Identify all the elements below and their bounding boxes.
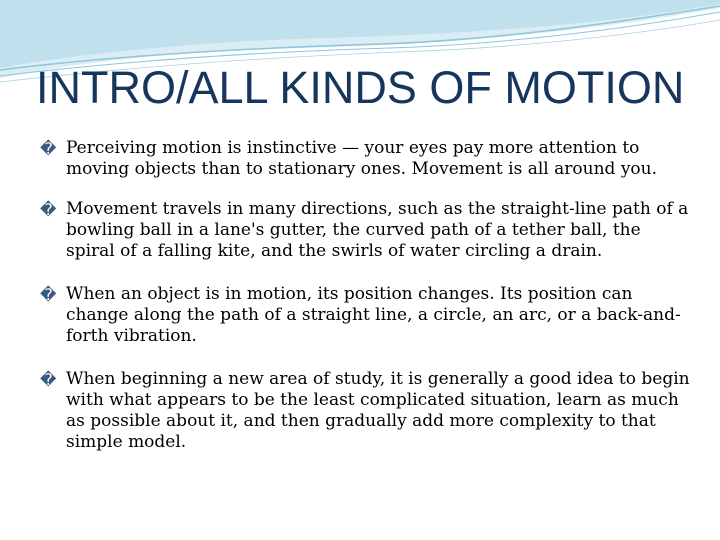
slide-title: INTRO/ALL KINDS OF MOTION <box>36 62 685 113</box>
bullet-text: Perceiving motion is instinctive — your eyes pay more attention to moving objects than to stationary ones. Movement is all around you. <box>66 138 658 179</box>
bullet-marker-icon: � <box>40 200 57 219</box>
bullet-text: When an object is in motion, its position changes. Its position can change along the path of a straight line, a circle, an arc, or a back-and-forth vibration. <box>66 284 681 346</box>
bullet-marker-icon: � <box>40 285 57 304</box>
bullet-marker-icon: � <box>40 370 57 389</box>
bullet-item <box>40 369 690 453</box>
bullet-item <box>40 199 690 262</box>
bullet-marker-icon: � <box>40 139 57 158</box>
bullet-item <box>40 284 690 347</box>
bullet-list <box>40 138 690 453</box>
bullet-text: When beginning a new area of study, it is generally a good idea to begin with what appears to be the least complicated situation, learn as much as possible about it, and then gradually add more complexity to that simple model. <box>66 369 690 452</box>
bullet-text: Movement travels in many directions, such as the straight-line path of a bowling ball in a lane's gutter, the curved path of a tether ball, the spiral of a falling kite, and the swirls of water circling a drain. <box>66 199 689 261</box>
bullet-item <box>40 138 690 180</box>
